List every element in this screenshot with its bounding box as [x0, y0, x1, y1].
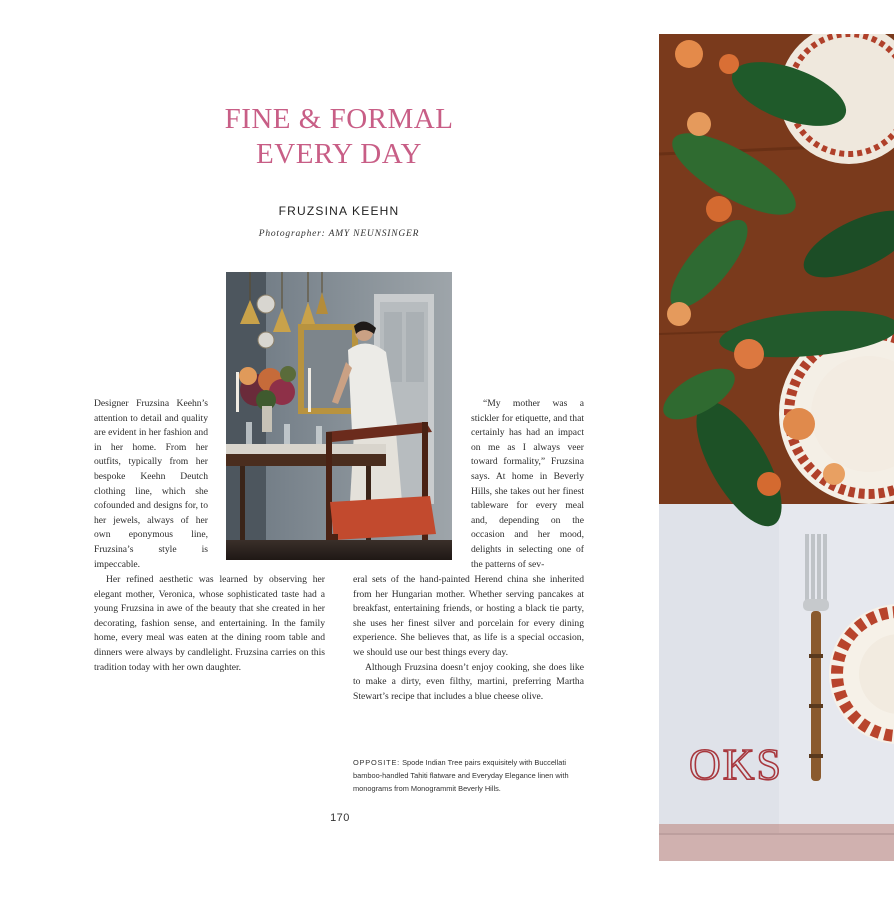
photographer-name: AMY NEUNSINGER [328, 229, 420, 239]
photo-caption [353, 756, 588, 795]
paragraph-martini: Although Fruzsina doesn’t enjoy cooking, she does like to make a dirty, even filthy, martini, preferring Martha Stewart’s recipe that includes a blue cheese olive. [353, 661, 584, 702]
body-column-right-bottom [353, 573, 584, 704]
title-line-1: FINE & FORMAL [224, 103, 454, 135]
author-name: FRUZSINA KEEHN [278, 204, 400, 218]
photographer-label: Photographer: [258, 229, 329, 239]
photographer-credit [200, 229, 478, 239]
title-line-2: EVERY DAY [256, 138, 422, 170]
napkin-monogram: OKS [689, 740, 784, 789]
body-column-left-top [94, 397, 208, 572]
dining-room-photo [226, 272, 452, 560]
page-number: 170 [330, 812, 350, 824]
caption-lead: OPPOSITE: [353, 758, 401, 767]
paragraph-intro: Designer Fruzsina Keehn’s attention to detail and quality are evident in her fashion and in her home. From her outfits, typically from her bespoke Keehn Deutch clothing line, which she cofounded and designs for, to her jewels, always of her own eponymous line, Fruzsina’s style is impeccable. [94, 398, 208, 570]
table-setting-photo [659, 34, 894, 861]
paragraph-aesthetic: Her refined aesthetic was learned by observing her elegant mother, Veronica, whose sophisticated taste had a young Fruzsina in awe of the beauty that she created in her decorating, fashion sense, and entertaining. In the family home, every meal was eaten at the dining room table and dinners were always by candlelight. Fruzsina carries on this tradition today with her own daughter. [94, 574, 325, 673]
article-title [200, 102, 478, 172]
caption-text: Spode Indian Tree pairs exquisitely with Buccellati bamboo-handled Tahiti flatware and Everyday Elegance linen with monograms from Monogrammit Beverly Hills. [353, 758, 569, 793]
paragraph-china: eral sets of the hand-painted Herend china she inherited from her Hungarian mother. Whether serving pancakes at breakfast, entertaining friends, or hosting a black tie party, she uses her finest silver and porcelain for every dining experience. She believes that, as life is a special occasion, we should use our best things every day. [353, 574, 584, 658]
body-column-left-bottom [94, 573, 325, 675]
body-column-right-top [471, 397, 584, 572]
paragraph-quote: “My mother was a stickler for etiquette, and that certainly has had an impact on me as I always veer toward formality,” Fruzsina says. At home in Beverly Hills, she takes out her finest tableware for every meal and, depending on the occasion and her mood, delights in selecting one of the patterns of sev- [471, 398, 584, 570]
